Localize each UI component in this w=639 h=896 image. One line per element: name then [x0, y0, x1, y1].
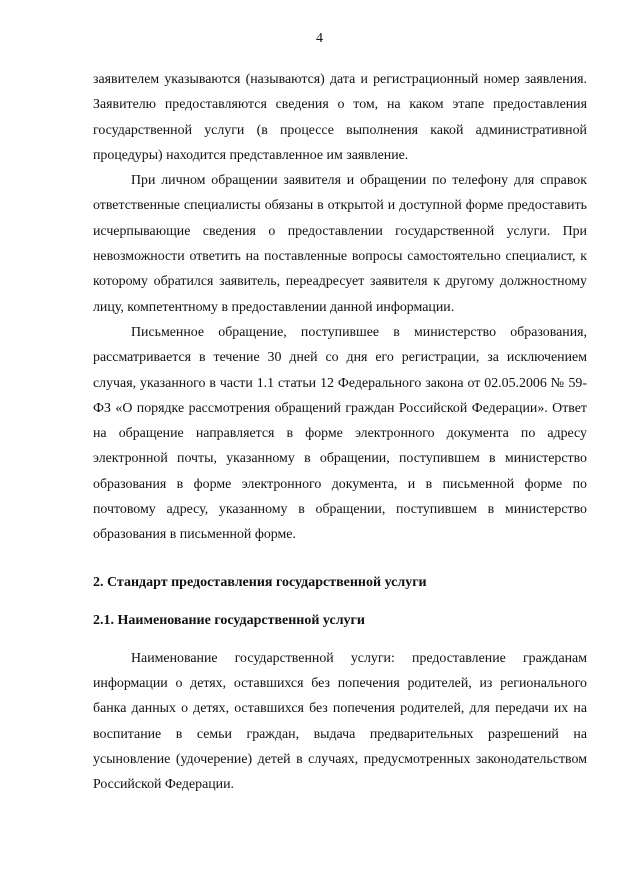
page-number: 4 — [316, 31, 323, 46]
subsection-heading: 2.1. Наименование государственной услуги — [93, 612, 365, 628]
paragraph-written-request: Письменное обращение, поступившее в министерство образования, рассматривается в течение 30 дней со дня его регистрации, за исключением случая, указанного в части 1.1 статьи 12 Федерального закона от 02.05.2006 № 59-ФЗ «О порядке рассмотрения обращений граждан Российской Федерации». Ответ на обращение направляется в форме электронного документа по адресу электронной почты, указанному в обращении, поступившем в министерство образования в форме электронного документа, и в письменной форме по почтовому адресу, указанному в обращении, поступившем в министерство образования в письменной форме. — [93, 324, 587, 543]
paragraph-personal-request: При личном обращении заявителя и обращении по телефону для справок ответственные специалисты обязаны в открытой и доступной форме предоставить исчерпывающие сведения о предоставлении государственной услуги. При невозможности ответить на поставленные вопросы самостоятельно специалист, к которому обратился заявитель, переадресует заявителя к другому должностному лицу, компетентному в предоставлении данной информации. — [93, 173, 587, 315]
paragraph-service-name: Наименование государственной услуги: предоставление гражданам информации о детях, оставшихся без попечения родителей, из регионального банка данных о детях, оставшихся без попечения родителей, для передачи их на воспитание в семьи граждан, выдача предварительных разрешений на усыновление (удочерение) детей в случаях, предусмотренных законодательством Российской Федерации. — [93, 650, 587, 793]
paragraph-applicant-info: заявителем указываются (называются) дата и регистрационный номер заявления. Заявителю предоставляются сведения о том, на каком этапе предоставления государственной услуги (в процессе выполнения какой административной процедуры) находится представленное им заявление. — [93, 72, 587, 163]
section-heading: 2. Стандарт предоставления государственной услуги — [93, 574, 427, 590]
document-body — [93, 67, 587, 797]
